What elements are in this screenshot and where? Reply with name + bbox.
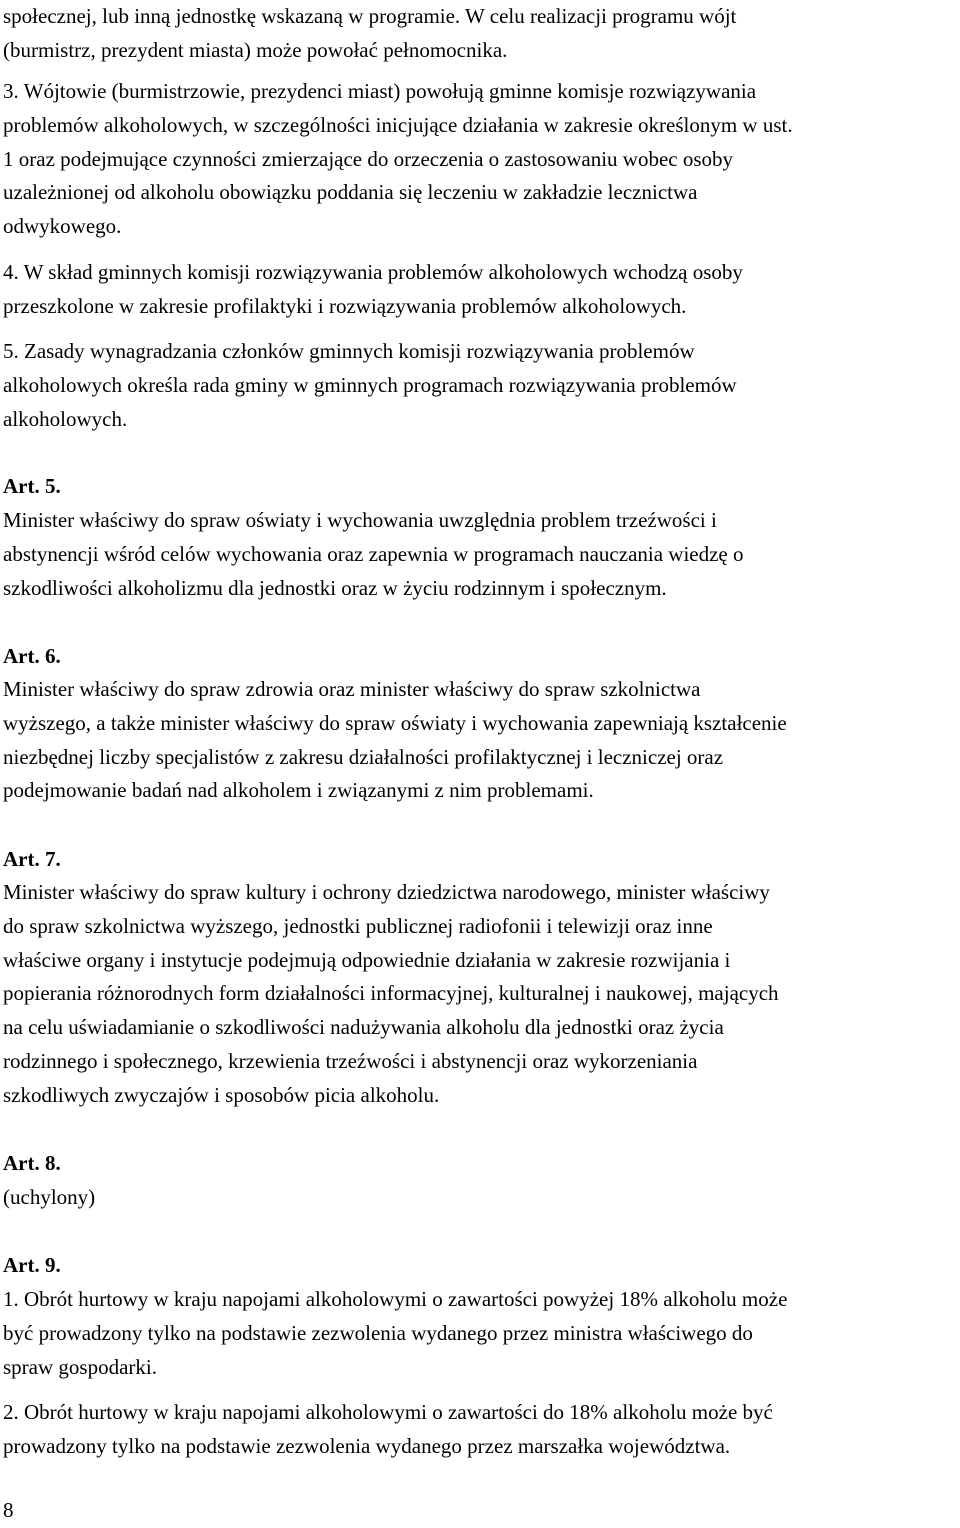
article-7-heading: Art. 7. <box>3 847 61 871</box>
article-9-heading: Art. 9. <box>3 1253 61 1277</box>
paragraph-5: 5. Zasady wynagradzania członków gminnych komisji rozwiązywania problemów alkoholowych określa rada gminy w gminnych programach rozwiązywania problemów alkoholowych. <box>3 339 737 431</box>
paragraph-continuation: społecznej, lub inną jednostkę wskazaną w programie. W celu realizacji programu wójt (burmistrz, prezydent miasta) może powołać pełnomocnika. <box>3 4 737 62</box>
paragraph-3: 3. Wójtowie (burmistrzowie, prezydenci miast) powołują gminne komisje rozwiązywania problemów alkoholowych, w szczególności inicjujące działania w zakresie określonym w ust. 1 oraz podejmujące czynności zmierzające do orzeczenia o zastosowaniu wobec osoby uzależnionej od alkoholu obowiązku poddania się leczeniu w zakładzie lecznictwa odwykowego. <box>3 79 793 239</box>
page-number: 8 <box>3 1498 14 1522</box>
article-9-paragraph-2: 2. Obrót hurtowy w kraju napojami alkoholowymi o zawartości do 18% alkoholu może być prowadzony tylko na podstawie zezwolenia wydanego przez marszałka województwa. <box>3 1400 773 1458</box>
article-5-text: Minister właściwy do spraw oświaty i wychowania uwzględnia problem trzeźwości i abstynencji wśród celów wychowania oraz zapewnia w programach nauczania wiedzę o szkodliwości alkoholizmu dla jednostki oraz w życiu rodzinnym i społecznym. <box>3 508 744 600</box>
article-9-paragraph-1: 1. Obrót hurtowy w kraju napojami alkoholowymi o zawartości powyżej 18% alkoholu może być prowadzony tylko na podstawie zezwolenia wydanego przez ministra właściwego do spraw gospodarki. <box>3 1287 788 1379</box>
article-7-text: Minister właściwy do spraw kultury i ochrony dziedzictwa narodowego, minister właściwy do spraw szkolnictwa wyższego, jednostki publicznej radiofonii i telewizji oraz inne właściwe organy i instytucje podejmują odpowiednie działania w zakresie rozwijania i popierania różnorodnych form działalności informacyjnej, kulturalnej i naukowej, mających na celu uświadamianie o szkodliwości nadużywania alkoholu dla jednostki oraz życia rodzinnego i społecznego, krzewienia trzeźwości i abstynencji oraz wykorzeniania szkodliwych zwyczajów i sposobów picia alkoholu. <box>3 880 779 1107</box>
article-6-heading: Art. 6. <box>3 644 61 668</box>
article-8-heading: Art. 8. <box>3 1151 61 1175</box>
paragraph-4: 4. W skład gminnych komisji rozwiązywania problemów alkoholowych wchodzą osoby przeszkolone w zakresie profilaktyki i rozwiązywania problemów alkoholowych. <box>3 260 743 318</box>
article-6-text: Minister właściwy do spraw zdrowia oraz minister właściwy do spraw szkolnictwa wyższego, a także minister właściwy do spraw oświaty i wychowania zapewniają kształcenie niezbędnej liczby specjalistów z zakresu działalności profilaktycznej i leczniczej oraz podejmowanie badań nad alkoholem i związanymi z nim problemami. <box>3 677 787 803</box>
article-8-text: (uchylony) <box>3 1185 96 1209</box>
article-5-heading: Art. 5. <box>3 474 61 498</box>
